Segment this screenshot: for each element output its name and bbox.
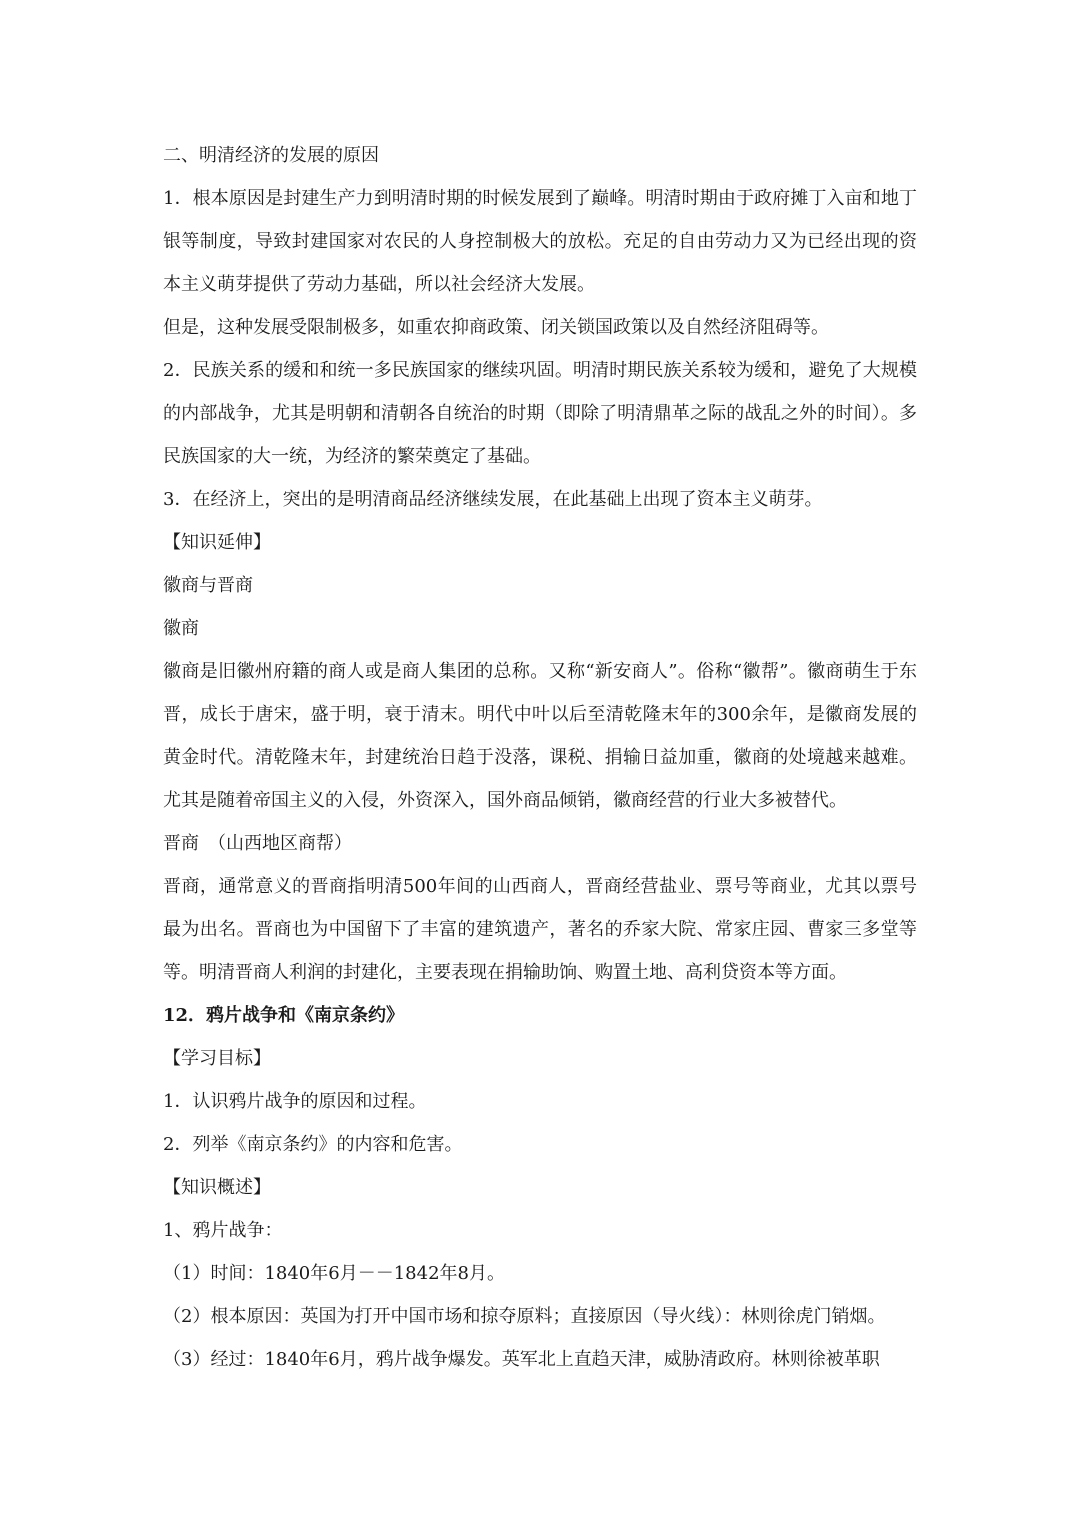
document-content (163, 134, 917, 1381)
overview-item: （2）根本原因：英国为打开中国市场和掠夺原料；直接原因（导火线）：林则徐虎门销烟。 (163, 1306, 886, 1327)
jinshang-paragraph: 晋商，通常意义的晋商指明清500年间的山西商人，晋商经营盐业、票号等商业，尤其以票号最为出名。晋商也为中国留下了丰富的建筑遗产，著名的乔家大院、常家庄园、曹家三多堂等等。明清晋商人利润的封建化，主要表现在捐输助饷、购置土地、高利贷资本等方面。 (163, 876, 917, 983)
overview-subheading: 1、鸦片战争： (163, 1220, 283, 1241)
goal-item: 2．列举《南京条约》的内容和危害。 (163, 1134, 463, 1155)
reason-paragraph: 2．民族关系的缓和和统一多民族国家的继续巩固。明清时期民族关系较为缓和，避免了大规模的内部战争，尤其是明朝和清朝各自统治的时期（即除了明清鼎革之际的战乱之外的时间）。多民族国家的大一统，为经济的繁荣奠定了基础。 (163, 360, 917, 467)
reason-paragraph: 但是，这种发展受限制极多，如重农抑商政策、闭关锁国政策以及自然经济阻碍等。 (163, 317, 829, 338)
extension-heading: 【知识延伸】 (163, 532, 271, 553)
reason-paragraph: 1．根本原因是封建生产力到明清时期的时候发展到了巅峰。明清时期由于政府摊丁入亩和地丁银等制度，导致封建国家对农民的人身控制极大的放松。充足的自由劳动力又为已经出现的资本主义萌芽提供了劳动力基础，所以社会经济大发展。 (163, 188, 917, 295)
overview-heading: 【知识概述】 (163, 1177, 271, 1198)
huishang-title: 徽商 (163, 618, 199, 639)
lesson-title: 12．鸦片战争和《南京条约》 (163, 1005, 405, 1026)
huishang-paragraph: 徽商是旧徽州府籍的商人或是商人集团的总称。又称“新安商人”。俗称“徽帮”。徽商萌生于东晋，成长于唐宋，盛于明，衰于清末。明代中叶以后至清乾隆末年的300余年，是徽商发展的黄金时代。清乾隆末年，封建统治日趋于没落，课税、捐输日益加重，徽商的处境越来越难。尤其是随着帝国主义的入侵，外资深入，国外商品倾销，徽商经营的行业大多被替代。 (163, 661, 917, 811)
jinshang-title: 晋商 （山西地区商帮） (163, 833, 352, 854)
overview-item: （1）时间：1840年6月－－1842年8月。 (163, 1263, 505, 1284)
goals-heading: 【学习目标】 (163, 1048, 271, 1069)
goal-item: 1．认识鸦片战争的原因和过程。 (163, 1091, 427, 1112)
overview-item: （3）经过：1840年6月，鸦片战争爆发。英军北上直趋天津，威胁清政府。林则徐被革职 (163, 1349, 880, 1370)
reason-paragraph: 3．在经济上，突出的是明清商品经济继续发展，在此基础上出现了资本主义萌芽。 (163, 489, 823, 510)
extension-title: 徽商与晋商 (163, 575, 253, 596)
section-title: 二、明清经济的发展的原因 (163, 145, 379, 166)
